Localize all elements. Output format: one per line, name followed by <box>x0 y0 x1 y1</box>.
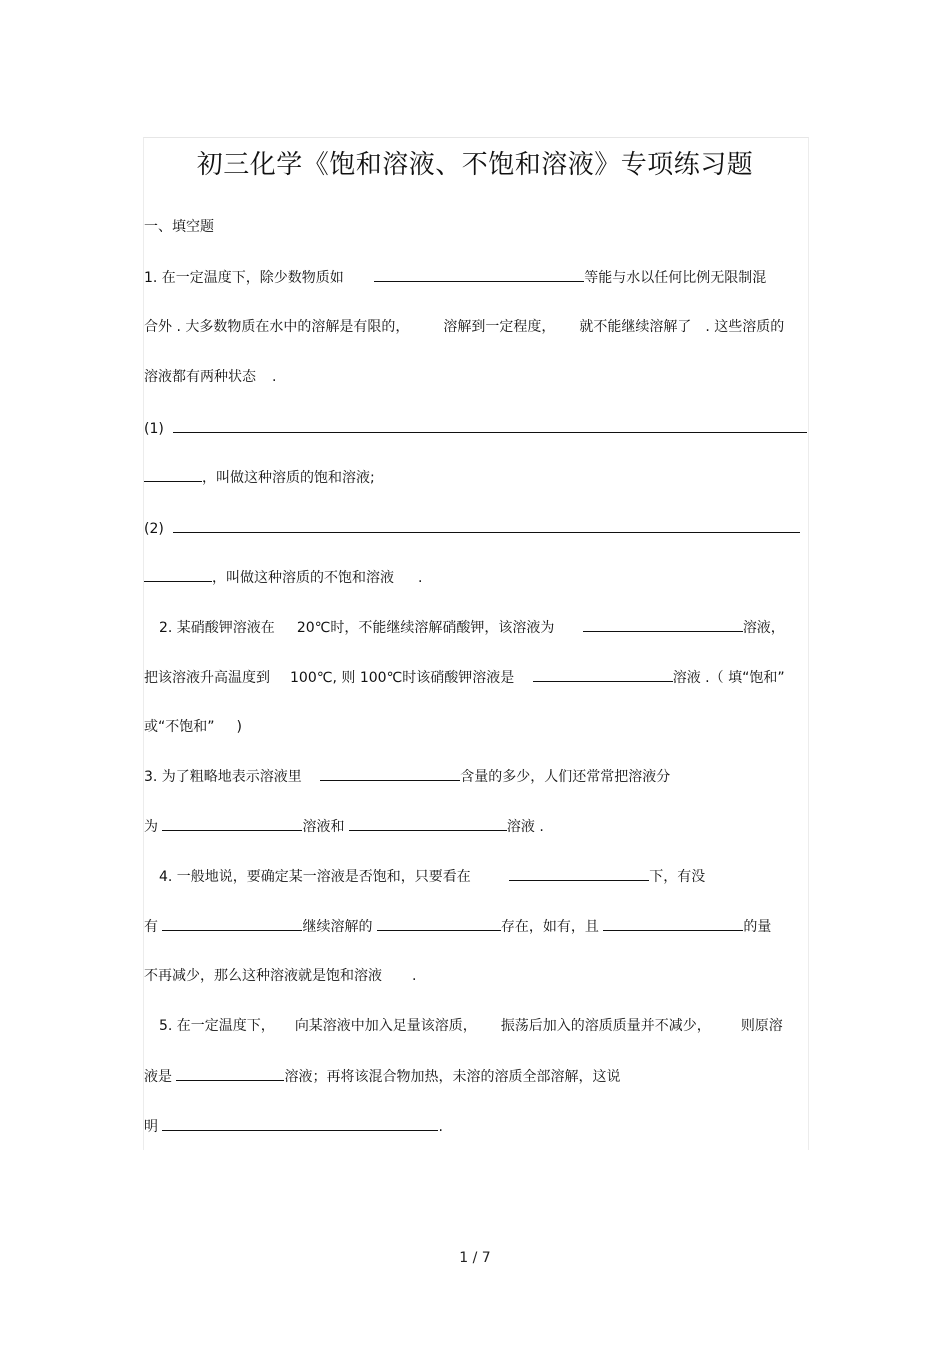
q5-text-b: 向某溶液中加入足量该溶质， <box>294 1018 477 1034</box>
q5-text-e: 液是 <box>144 1069 172 1085</box>
q1-part2-blank[interactable] <box>173 518 800 533</box>
q3-blank-1[interactable] <box>320 766 460 781</box>
q1-text-a: 1. 在一定温度下，除少数物质如 <box>144 270 344 286</box>
q3-line2 <box>144 816 544 837</box>
q3-text-b: 含量的多少，人们还常常把溶液分 <box>460 769 671 785</box>
q2-text-d: 把该溶液升高温度到 <box>144 670 270 686</box>
page-title: 初三化学《饱和溶液、不饱和溶液》专项练习题 <box>196 150 754 180</box>
q3-text-e: 溶液 . <box>506 819 544 835</box>
q2-text-e: 100℃, 则 <box>290 670 356 686</box>
q3-text-c: 为 <box>144 819 158 835</box>
q1-text-f: . 这些溶质的 <box>705 319 785 335</box>
q5-text-h: . <box>438 1119 443 1135</box>
q4-text-h: . <box>412 968 417 984</box>
q2-blank-2[interactable] <box>533 667 673 682</box>
q5-text-a: 5. 在一定温度下， <box>159 1018 275 1034</box>
q2-text-f: 100℃时该硝酸钾溶液是 <box>359 670 515 686</box>
q1-part1-blank-cont[interactable] <box>144 467 202 482</box>
q4-blank-2[interactable] <box>162 916 302 931</box>
q5-text-f: 溶液；再将该混合物加热，未溶的溶质全部溶解，这说 <box>284 1069 621 1085</box>
q1-part1-cont <box>144 467 375 488</box>
q3-blank-2[interactable] <box>162 816 302 831</box>
q1-part2-cont <box>144 567 422 588</box>
q4-blank-3[interactable] <box>377 916 501 931</box>
q1-line2 <box>144 317 784 337</box>
q3-text-a: 3. 为了粗略地表示溶液里 <box>144 769 302 785</box>
q2-text-g: 溶液 .（ 填“饱和” <box>672 670 785 686</box>
page-number: 1 / 7 <box>459 1250 491 1266</box>
q2-text-i: ) <box>236 719 242 735</box>
q1-part1-blank[interactable] <box>173 418 807 433</box>
q5-text-g: 明 <box>144 1119 158 1135</box>
q1-part1 <box>144 418 807 439</box>
q5-line3 <box>144 1116 443 1137</box>
q3-blank-3[interactable] <box>349 816 507 831</box>
q4-line3 <box>144 966 416 986</box>
q4-text-e: 存在，如有，且 <box>500 919 599 935</box>
q1-text-b: 等能与水以任何比例无限制混 <box>584 270 767 286</box>
q4-text-f: 的量 <box>743 919 772 935</box>
q5-text-d: 则原溶 <box>740 1018 783 1034</box>
q5-line1 <box>144 1016 783 1036</box>
q1-text-e: 就不能继续溶解了 <box>579 319 692 335</box>
q2-text-b: 20℃时，不能继续溶解硝酸钾，该溶液为 <box>296 620 555 636</box>
q4-blank-1[interactable] <box>509 866 649 881</box>
q1-text-h: . <box>272 369 277 385</box>
q4-blank-4[interactable] <box>603 916 743 931</box>
q2-line2 <box>144 667 785 688</box>
q4-text-g: 不再减少，那么这种溶液就是饱和溶液 <box>144 968 382 984</box>
q3-line1 <box>144 766 670 787</box>
q2-line1 <box>144 617 785 638</box>
q2-text-c: 溶液， <box>742 620 785 636</box>
q1-text-c: 合外 . 大多数物质在水中的溶解是有限的， <box>144 319 410 335</box>
q4-text-d: 继续溶解的 <box>302 919 373 935</box>
q1-text-g: 溶液都有两种状态 <box>144 369 256 385</box>
q2-text-h: 或“不饱和” <box>144 719 215 735</box>
q2-blank-1[interactable] <box>583 617 743 632</box>
q4-line1 <box>144 866 705 887</box>
q1-blank-1[interactable] <box>374 267 584 282</box>
q1-text-d: 溶解到一定程度， <box>443 319 556 335</box>
q4-line2 <box>144 916 771 937</box>
section-heading: 一、填空题 <box>144 219 214 235</box>
q4-text-b: 下，有没 <box>649 869 706 885</box>
q5-line2 <box>144 1066 620 1087</box>
content-frame <box>143 137 809 1150</box>
q1-line1 <box>144 267 766 288</box>
q5-blank-2[interactable] <box>162 1116 438 1131</box>
q2-line3 <box>144 717 242 737</box>
q1-part2-tail: ，叫做这种溶质的不饱和溶液 <box>212 570 394 586</box>
q2-text-a: 2. 某硝酸钾溶液在 <box>159 620 275 636</box>
q1-part1-label: (1) <box>144 421 164 437</box>
q1-line3 <box>144 367 276 387</box>
q5-blank-1[interactable] <box>176 1066 284 1081</box>
q1-part2 <box>144 518 800 539</box>
q4-text-c: 有 <box>144 919 158 935</box>
q1-part2-blank-cont[interactable] <box>144 567 212 582</box>
q5-text-c: 振荡后加入的溶质质量并不减少， <box>500 1018 711 1034</box>
q1-part2-label: (2) <box>144 521 164 537</box>
q3-text-d: 溶液和 <box>302 819 345 835</box>
q1-part2-end: . <box>418 570 423 586</box>
q1-part1-tail: ，叫做这种溶质的饱和溶液; <box>202 470 375 486</box>
q4-text-a: 4. 一般地说，要确定某一溶液是否饱和，只要看在 <box>159 869 471 885</box>
